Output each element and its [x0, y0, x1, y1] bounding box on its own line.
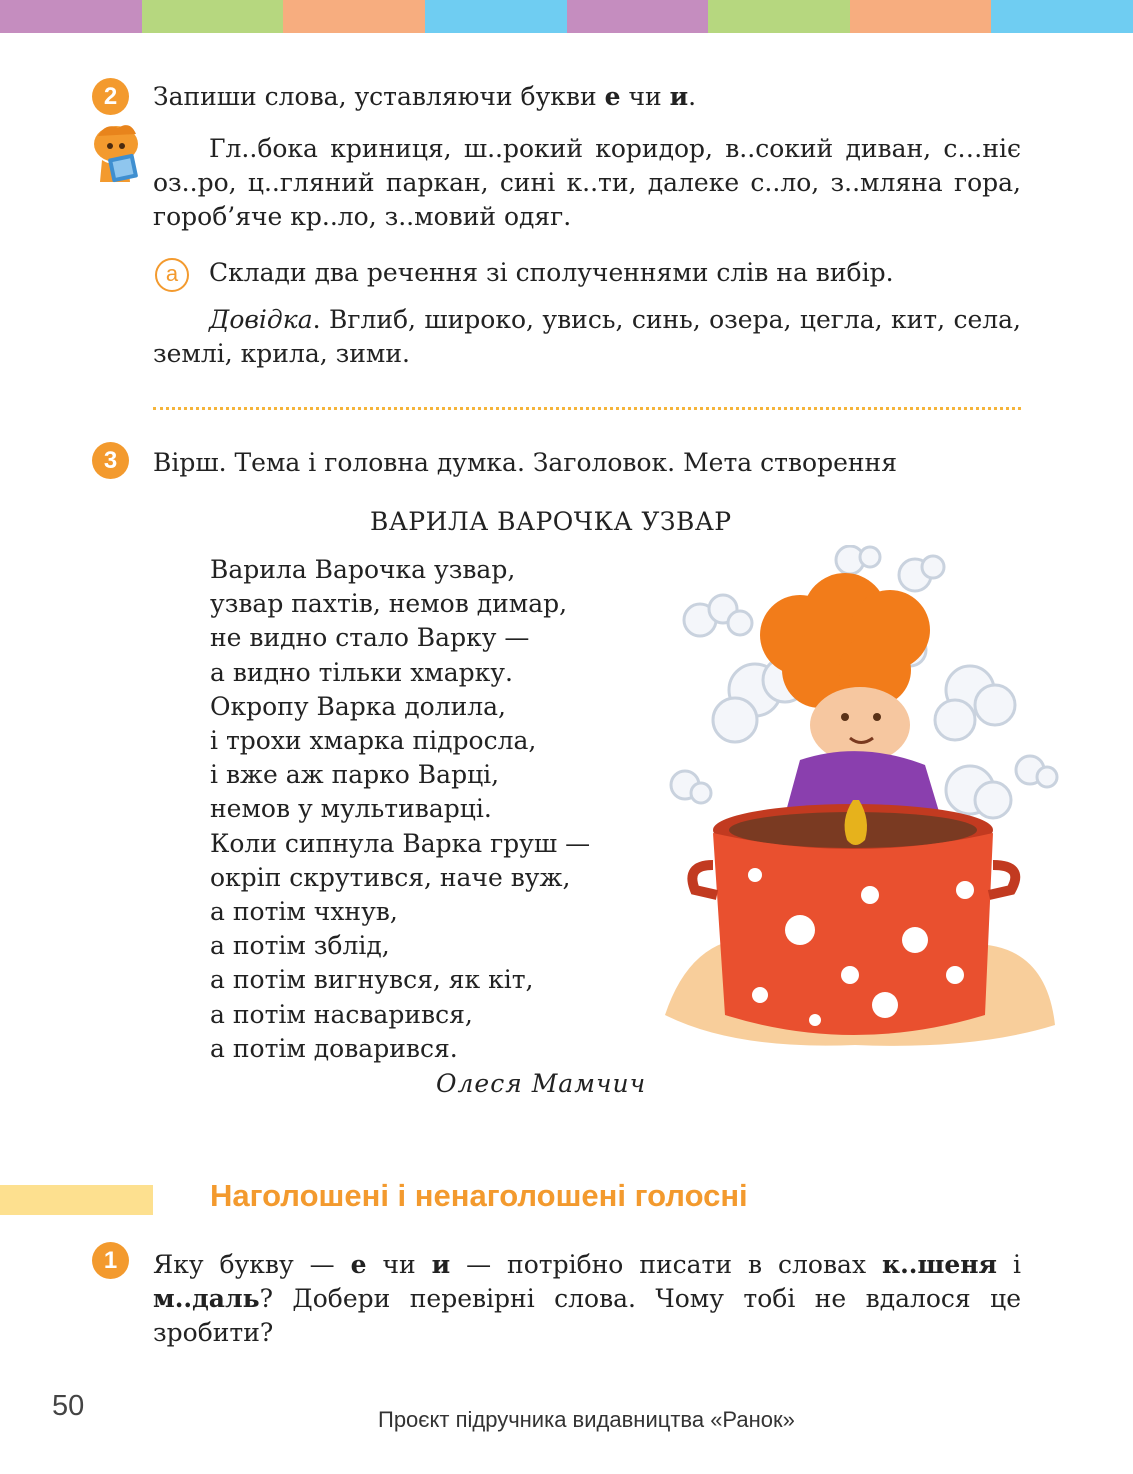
poem-line: не видно стало Варку —	[210, 623, 530, 653]
poem-line: а потім чхнув,	[210, 897, 398, 927]
poem-line: узвар пахтів, немов димар,	[210, 589, 568, 619]
poem-title: ВАРИЛА ВАРОЧКА УЗВАР	[370, 507, 732, 536]
hint-label: Довідка	[209, 305, 313, 334]
word-medal: м..даль	[153, 1284, 260, 1313]
exercise-2-subtask: Склади два речення зі сполученнями слів на вибір.	[209, 258, 894, 287]
poem-line: Окропу Варка долила,	[210, 691, 506, 721]
section-title: Наголошені і ненаголошені голосні	[210, 1178, 748, 1213]
exercise-2-task	[153, 80, 696, 114]
poem-line: Варила Варочка узвар,	[210, 555, 516, 584]
task-text: і	[997, 1250, 1021, 1279]
task-text: .	[688, 82, 697, 111]
word-kyshenia: к..шеня	[882, 1250, 998, 1279]
task-text: чи	[366, 1250, 432, 1279]
page-number: 50	[52, 1390, 85, 1422]
exercise-1-task	[153, 1248, 1021, 1350]
exercise-1-number: 1	[92, 1242, 129, 1279]
top-color-bar	[0, 0, 1133, 33]
poem-line: а потім зблід,	[210, 931, 390, 961]
poem-line: а видно тільки хмарку.	[210, 657, 513, 687]
top-bar-segment	[425, 0, 567, 33]
exercise-3-task: Вірш. Тема і головна думка. Заголовок. Мета створення	[153, 448, 897, 477]
hint-text: . Вглиб, широко, увись, синь, озера, цегла, кит, села, землі, крила, зими.	[153, 305, 1021, 368]
section-divider	[153, 407, 1021, 410]
exercise-2-words: Гл..бока криниця, ш..рокий коридор, в..сокий диван, с…ніє оз..ро, ц..гляний паркан, сині к..ти, далеке с..ло, з..мляна гора, гороб’яче кр..ло, з..мовий одяг.	[153, 134, 1021, 231]
poem-author: Олеся Мамчич	[436, 1069, 647, 1098]
poem-line: а потім вигнувся, як кіт,	[210, 965, 534, 995]
poem-line: окріп скрутився, наче вуж,	[210, 862, 571, 892]
mascot-with-book-icon	[84, 122, 144, 192]
task-text: Яку букву —	[153, 1250, 351, 1279]
poem-line: а потім насварився,	[210, 999, 473, 1029]
poem-line: немов у мультиварці.	[210, 794, 492, 824]
task-text: — потрібно писати в словах	[450, 1250, 883, 1279]
task-text: Запиши слова, уставляючи букви	[153, 82, 605, 111]
letter-y: и	[669, 82, 689, 111]
top-bar-segment	[142, 0, 284, 33]
letter-y: и	[431, 1250, 451, 1279]
section-marker-bar	[0, 1185, 153, 1215]
poem-line: а потім доварився.	[210, 1033, 458, 1063]
girl-cooking-in-polka-dot-pot-illustration	[655, 545, 1060, 1065]
top-bar-segment	[567, 0, 709, 33]
task-text: чи	[620, 82, 670, 111]
poem-line: і трохи хмарка підросла,	[210, 726, 537, 756]
top-bar-segment	[708, 0, 850, 33]
subtask-a-badge: а	[155, 258, 189, 292]
letter-e: е	[350, 1250, 367, 1279]
poem-line: Коли сипнула Варка груш —	[210, 828, 591, 858]
poem-line: і вже аж парко Варці,	[210, 760, 500, 790]
exercise-2-hint	[153, 303, 1021, 371]
task-text: ? Добери перевірні слова. Чому тобі не вдалося це зробити?	[153, 1284, 1021, 1347]
top-bar-segment	[283, 0, 425, 33]
publisher-note: Проєкт підручника видавництва «Ранок»	[378, 1407, 795, 1432]
top-bar-segment	[991, 0, 1133, 33]
top-bar-segment	[0, 0, 142, 33]
exercise-2-number: 2	[92, 78, 129, 115]
exercise-3-number: 3	[92, 442, 129, 479]
poem-body	[210, 553, 590, 1066]
top-bar-segment	[850, 0, 992, 33]
letter-e: е	[604, 82, 621, 111]
